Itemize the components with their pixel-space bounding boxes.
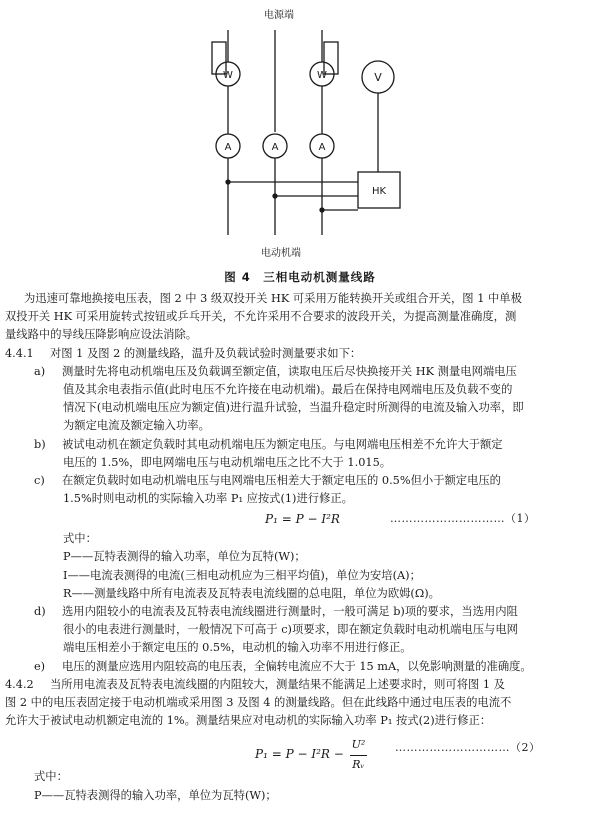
motor-label: 电动机端 xyxy=(261,248,301,259)
circuit-diagram xyxy=(0,0,600,265)
svg-text:A: A xyxy=(271,142,279,153)
section-number: 4.4.1 xyxy=(5,346,34,360)
list-item-c: c) 在额定负载时如电动机端电压与电网端电压相差大于额定电压的 0.5%但小于额定电压的 xyxy=(34,473,501,487)
where-label: 式中： xyxy=(63,532,97,546)
section-4-4-1 xyxy=(0,345,600,363)
svg-text:A: A xyxy=(224,142,232,153)
svg-text:W: W xyxy=(317,70,327,81)
list-item-b: b) 被试电动机在额定负载时其电动机端电压为额定电压。与电网端电压相差不允许大于额定 xyxy=(34,437,503,451)
section-number: 4.4.2 xyxy=(5,677,34,691)
paragraph-line: 为迅速可靠地换接电压表，图 2 中 3 级双投开关 HK 可采用万能转换开关或组合开关，图 1 中单极 xyxy=(24,292,522,305)
section-text: 对图 1 及图 2 的测量线路，温升及负载试验时测量要求如下： xyxy=(50,346,362,360)
fraction: $\frac{\text{U²}}{\text{Rᵥ}}$ xyxy=(351,738,366,771)
svg-text:V: V xyxy=(374,71,382,84)
list-item-d: d) 选用内阻较小的电流表及瓦特表电流线圈进行测量时，一般可满足 b)项的要求，当选用内阻 xyxy=(34,605,518,618)
svg-text:HK: HK xyxy=(371,186,387,197)
equation-1 xyxy=(0,508,600,530)
figure-caption: 图 4 三相电动机测量线路 xyxy=(224,270,376,284)
section-4-4-2 xyxy=(0,676,600,694)
section-text: 当所用电流表及瓦特表电流线圈的内阻较大，测量结果不能满足上述要求时，则可将图 1 及 xyxy=(50,677,505,691)
equation-1-number: …………………………（1） xyxy=(390,512,536,526)
equation-2-number: …………………………（2） xyxy=(395,741,541,755)
definition-p: P——瓦特表测得的输入功率，单位为瓦特(W)； xyxy=(34,788,277,802)
definition-p: P——瓦特表测得的输入功率，单位为瓦特(W)； xyxy=(63,550,306,564)
paragraph-line: 双投开关 HK 可采用旋转式按钮或乒乓开关，不允许采用不合要求的波段开关，为提高测量准确度，测 xyxy=(5,310,517,324)
svg-text:A: A xyxy=(318,142,326,153)
equation-1-body: P₁ = P − I²R xyxy=(265,512,340,527)
supply-label: 电源端 xyxy=(264,10,294,21)
definition-i: I——电流表测得的电流(三相电动机应为三相平均值)，单位为安培(A)； xyxy=(63,568,421,582)
where-label: 式中： xyxy=(34,770,68,784)
definition-r: R——测量线路中所有电流表及瓦特表电流线圈的总电阻，单位为欧姆(Ω)。 xyxy=(63,586,440,600)
equation-2 xyxy=(0,730,600,771)
paragraph-line: 量线路中的导线压降影响应设法消除。 xyxy=(5,328,198,342)
list-item-a: a) 测量时先将电动机端电压及负载调至额定值，读取电压后尽快换接开关 HK 测量电网端电压 xyxy=(34,364,517,378)
document-body: 为迅速可靠地换接电压表，图 2 中 3 级双投开关 HK 可采用万能转换开关或组合开关，图 1 中单极 双投开关 HK 可采用旋转式按钮或乒乓开关，不允许采用不合要求的波段开关，为提高测量准确度，测 量线路中的导线压降影响应设法消除。 4.4.1 对图 1 及图 2 的测量线路，温升及负载试验时测量要求如下： a) 测量时先将电动机端电压及负载调至额定值，读取电压后尽快换接开关 HK 测量电网端电压 值及其余电表指示值(此时电压不允许接在电动机端)。最后在保持电网端电压及负载不变的 情况下(电动机端电压应为额定值)进行温升试验，当温升稳定时所测得的电流及输入功率，即 为额定电流及额定输入功率。 b) 被试电动机在额定负载时其电动机端电压为额定电压。与电网端电压相差不允许大于额定 电压的 1.5%，即电网端电压与电动机端电压之比不大于 1.015。 c) 在额定负载时如电动机端电压与电网端电压相差大于额定电压的 0.5%但小于额定电压的 1.5%时则电动机的实际输入功率 P₁ 应按式(1)进行修正。 P₁ = P − I²R …………………………（1） 式中： P——瓦特表测得的输入功率，单位为瓦特(W)； I——电流表测得的电流(三相电动机应为三相平均值)，单位为安培(A)； R——测量线路中所有电流表及瓦特表电流线圈的总电阻，单位为欧姆(Ω)。 d) 选用内阻较小的电流表及瓦特表电流线圈进行测量时，一般可满足 b)项的要求，当选用内阻 很小的电表进行测量时，一般情况下可高于 c)项要求，即在额定负载时电动机端电压与电网 端电压相差小于额定电压的 0.5%，电动机的输入功率不用进行修正。 e) 电压的测量应选用内阻较高的电压表，全偏转电流应不大于 15 mA，以免影响测量的准确度。 4.4.2 当所用电流表及瓦特表电流线圈的内阻较大，测量结果不能满足上述要求时，则可将图 1 及 图 2 中的电压表固定接于电动机端或采用图 3 及图 4 的测量线路。但在此线路中通过电压表的电流不 允许大于被试电动机额定电流的 1%。测量结果应对电动机的实际输入功率 P₁ 按式(2)进行修正： P₁ = P − I²R − $\frac{\text{U²}}{\text{Rᵥ}}$ …………………………（2） 式中： P——瓦特表测得的输入功率，单位为瓦特(W)； xyxy=(0,290,600,805)
equation-2-body: P₁ = P − I²R − $\frac{\text{U²}}{\text{Rᵥ}}$ xyxy=(255,736,367,773)
list-item-e: e) 电压的测量应选用内阻较高的电压表，全偏转电流应不大于 15 mA，以免影响测量的准确度。 xyxy=(34,659,532,673)
svg-text:W: W xyxy=(223,70,233,81)
